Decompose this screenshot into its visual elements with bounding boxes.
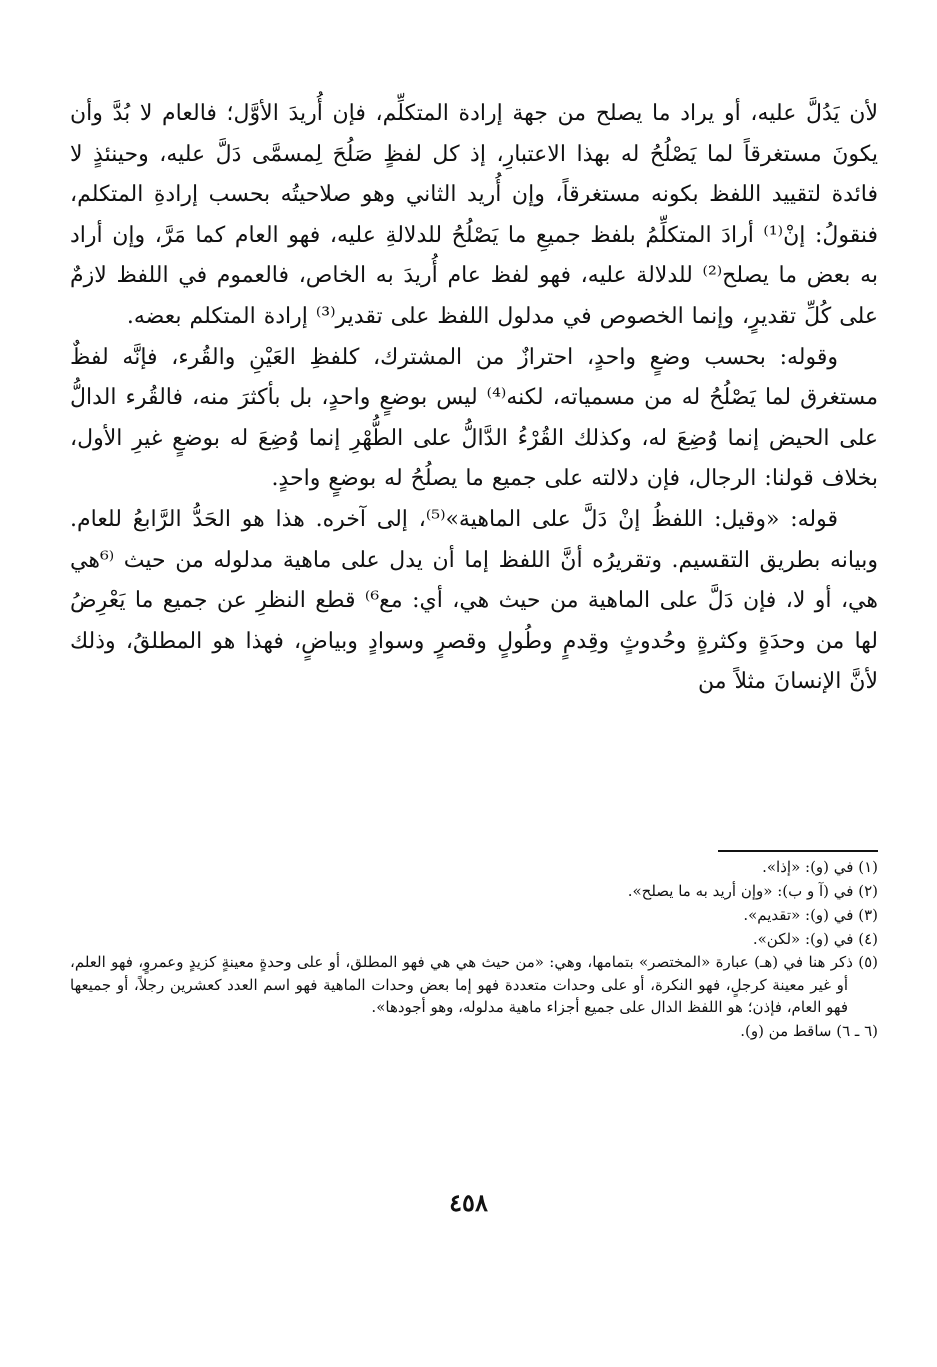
footnote-2: (٢) في (آ و ب): «وإن أريد به ما يصلح». xyxy=(627,882,878,900)
footnote-5: (٥) ذكر هنا في (هـ) عبارة «المختصر» بتمامها، وهي: «من حيث هي هي فهو المطلق، أو على وحدةٍ معينةٍ كزيدٍ وعمروٍ، فهو العلم، أو غير معينة كرجلٍ، فهو النكرة، أو على وحدات متعددة فهو إما بعض وحدات الماهية فهو اسم العدد كعشرين رجلاً، أو جميعها فهو العام، فإذن؛ هو اللفظ الدال على جميع أجزاء ماهية مدلوله، وهو أجودها». xyxy=(70,953,878,1016)
paragraph-3: قوله: «وقيل: اللفظُ إنْ دَلَّ على الماهية»⁽⁵⁾، إلى آخره. هذا هو الحَدُّ الرَّابعُ للعام. وبيانه بطريق التقسيم. وتقريرُه أنَّ اللفظ إما أن يدل على ماهية مدلوله من حيث ⁽⁶هي هي، أو لا، فإن دَلَّ على الماهية من حيث هي، أي: مع⁶⁾ قطع النظرِ عن جميع ما يَعْرِضُ لها من وحدَةٍ وكثرةٍ وحُدوثٍ وقِدمٍ وطُولٍ وقصرٍ وسوادٍ وبياضٍ، فهذا هو المطلقُ، وذلك لأنَّ الإنسانَ مثلاً من xyxy=(70,506,878,695)
footnote-1: (١) في (و): «إذا». xyxy=(762,858,878,876)
footnote-3: (٣) في (و): «تقديم». xyxy=(743,906,878,924)
paragraph-2: وقوله: بحسب وضعٍ واحدٍ، احترازٌ من المشترك، كلفظِ العَيْنِ والقُرء، فإنَّه لفظٌ مستغرق لما يَصْلُحُ له من مسمياته، لكنه⁽⁴⁾ ليس بوضعٍ واحدٍ، بل بأكثرَ منه، فالقُرء الدالُّ على الحيض إنما وُضِعَ له، وكذلك القُرْءُ الدَّالُّ على الطُّهْرِ إنما وُضِعَ له بوضعٍ غيرِ الأول، بخلاف قولنا: الرجال، فإن دلالته على جميع ما يصلُحُ له بوضعٍ واحدٍ. xyxy=(70,344,878,492)
footnote-4: (٤) في (و): «لكن». xyxy=(752,930,878,948)
main-text xyxy=(70,94,878,703)
footnote-6: (٦ ـ ٦) ساقط من (و). xyxy=(740,1021,878,1040)
footnote-divider xyxy=(718,850,878,852)
page-number: ٤٥٨ xyxy=(449,1188,488,1217)
footnotes xyxy=(70,855,878,1043)
paragraph-1: لأن يَدُلَّ عليه، أو يراد ما يصلح من جهة إرادة المتكلِّم، فإن أُريدَ الأوَّل؛ فالعام لا بُدَّ وأن يكونَ مستغرقاً لما يَصْلُحُ له بهذا الاعتبارِ، إذ كل لفظٍ صَلُحَ لِمسمَّى دَلَّ عليه، وحينئذٍ لا فائدة لتقييد اللفظ بكونه مستغرقاً، وإن أُريد الثاني وهو صلاحيتُه بحسب إرادةِ المتكلم، فنقولُ: إنْ⁽¹⁾ أرادَ المتكلِّمُ بلفظ جميعِ ما يَصْلُحُ للدلالةِ عليه، فهو العام كما مَرَّ، وإن أراد به بعض ما يصلح⁽²⁾ للدلالة عليه، فهو لفظ عام أُريدَ به الخاص، فالعموم في اللفظ لازمٌ على كُلِّ تقديرٍ، وإنما الخصوص في مدلول اللفظ على تقدير⁽³⁾ إرادة المتكلم بعضه. xyxy=(70,101,878,329)
